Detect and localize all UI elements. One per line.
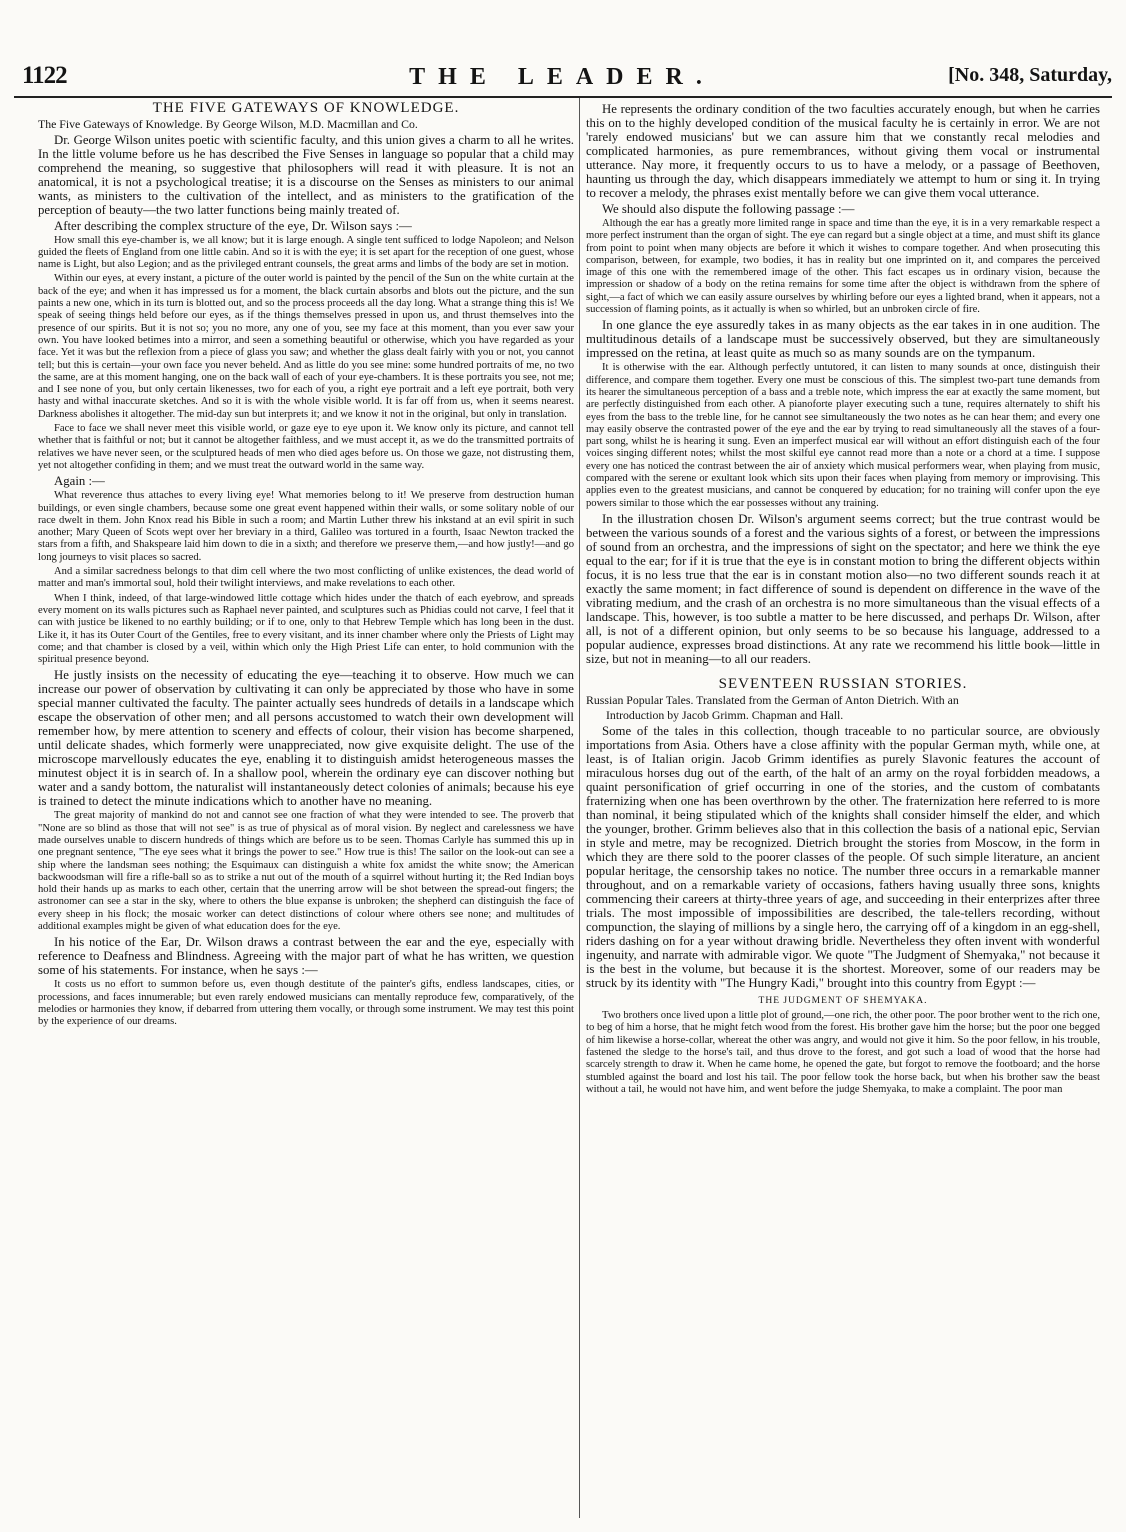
left-column [38,102,574,1518]
paragraph: He represents the ordinary condition of the two faculties accurately enough, but when he carries this on to the highly developed condition of the musical faculty he is certainly in error. We are not 'rarely endowed musicians' but we can assure him that we constantly recal melodies and complicated harmonies, as pure remembrances, without giving them vocal or instrumental utterance. Nay more, it frequently occurs to us to have a melody, or a passage of Beethoven, haunting us through the day, which disappears immediately we attempt to hum or sing it. In trying to recover a melody, the phrases exist mentally before we can give them vocal utterance. [586,102,1100,200]
article-bibliography: The Five Gateways of Knowledge. By George Wilson, M.D. Macmillan and Co. [38,116,418,131]
article-bibliography: Introduction by Jacob Grimm. Chapman and Hall. [606,707,844,722]
quote: And a similar sacredness belongs to that dim cell where the two most conflicting of unlike existences, the dead world of matter and man's immortal soul, hold their twilight interviews, and make revelations to each other. [38,566,574,590]
quote: Although the ear has a greatly more limited range in space and time than the eye, it is in a very remarkable respect a more perfect instrument than the organ of sight. The eye can regard but a single object at a time, and must shift its glance from point to point when many objects are before it which it wishes to compare together. And when prosecuting this comparison, between, for example, two bodies, it has in reality but one imprinted on it, and compares the perceived image of this one with the remembered image of the other. This fact escapes us in ordinary vision, because the impression or shadow of a body on the retina remains for some time after the object is withdrawn from the sphere of sight,—a fact of which we can easily assure ourselves by whirling before our eyes a lighted brand, when it appears, not a succession of flaming points, as it actually is when so whirled, but an unbroken circle of fire. [586,218,1100,316]
paragraph: Again :— [54,474,105,489]
quote: The great majority of mankind do not and cannot see one fraction of what they were intended to see. The proverb that "None are so blind as those that will not see" is as true of physical as of moral vision. By neglect and carelessness we have made ourselves unable to discern hundreds of things which are before us to be seen. Thomas Carlyle has summed this up in one pregnant sentence, "The eye sees what it brings the power to see." How true is this! The sailor on the look-out can see a ship where the landsman sees nothing; the Esquimaux can distinguish a white fox amidst the white snow; the American backwoodsman will fire a rifle-ball so as to strike a nut out of the mouth of a squirrel without hurting it; the Red Indian boys hold their hands up as marks to each other, certain that the unerring arrow will be shot between the spread-out fingers; the astronomer can see a star in the sky, where to others the blue expanse is unbroken; the shepherd can distinguish the face of every sheep in his flock; the mosaic worker can detect distinctions of colour where others see none; and multitudes of additional examples might be given of what education does for the eye. [38,810,574,933]
masthead: THE LEADER. [409,64,715,90]
quote: When I think, indeed, of that large-windowed little cottage which hides under the thatch of each eyebrow, and spreads every moment on its walls pictures such as Raphael never painted, and sculptures such as Phidias could not carve, I feel that it can with justice be likened to no earthly building; or if to one, only to that Hebrew Temple which has long been in the dust. Like it, it has its Outer Court of the Gentiles, free to every visitant, and its inner chamber where only the Priests of Light may come; and that chamber is closed by a veil, within which only the High Priest Life can enter, to hold communion with the spiritual presence beyond. [38,592,574,666]
right-column [586,102,1100,1518]
header-rule [14,96,1112,98]
page-number: 1122 [22,62,67,89]
paragraph: Dr. George Wilson unites poetic with scientific faculty, and this union gives a charm to all he writes. In the little volume before us he has described the Five Senses in language so popular that a child may comprehend the meaning, so suggestive that philosophers will read it with pleasure. It is not an anatomical, it is not a psychological treatise; it is a discourse on the Senses as ministers to our animal wants, as ministers to the cultivation of the intellect, and as ministers to the gratification of the perception of beauty—the two latter functions being mainly treated of. [38,132,574,217]
paragraph: Some of the tales in this collection, though traceable to no particular source, are obviously importations from Asia. Others have a close affinity with the popular German myth, while one, at least, is of Italian origin. Jacob Grimm identifies as purely Slavonic features the account of miraculous horses dug out of the earth, of the halt of an army on the royal forbidden meadows, a quaint personification of grief occurring in one of the stories, and the custom of combatants fraternizing when one has been overthrown by the other. The fraternization here referred to is more than nominal, it being stipulated which of the knights shall consider himself the elder, and which the younger, brother. Grimm believes also that in this collection the basis of a national epic, Servian in style and metre, may be recognized. Dietrich brought the stories from Moscow, in the form in which they are there sold to the poorer classes of the people. Of such simple literature, an ancient popular heritage, the censorship takes no notice. The number three occurs in a remarkable manner throughout, and on a remarkable variety of occasions, fathers having usually three sons, knights commencing their careers at thirty-three years of age, and succeeding in their enterprizes after three trials. The most impossible of impossibilities are described, the tale-tellers recording, without compunction, the slaying of millions by a single hero, the carrying off of a kingdom in an egg-shell, riders dashing on for a year without drawing bridle. Nevertheless they often invent with wonderful ingenuity, and narrate with admirable vigor. We quote "The Judgment of Shemyaka," not because it is the best in the volume, but because it is the shortest. Moreover, some of our readers may be struck by its identity with "The Hungry Kadi," brought into this country from Egypt :— [586,723,1100,990]
quote: Face to face we shall never meet this visible world, or gaze eye to eye upon it. We know only its picture, and cannot tell whether that is faithful or not; but it cannot be altogether faithless, and we must accept it, as we do the transmitted portraits of relatives we have never seen, or the sculptured heads of men who died ages before us. On those we gaze, not distrusting them, yet not altogether confiding in them; and we must treat the outward world in the same way. [38,423,574,471]
quote: What reverence thus attaches to every living eye! What memories belong to it! We preserve from destruction human buildings, or even single chambers, because some one great event happened within their walls, or some solitary noble of our race dwelt in them. John Knox read his Bible in such a room; and Martin Luther threw his inkstand at an evil spirit in such another; Mary Queen of Scots wept over her breviary in a third, Galileo was tortured in a fourth, Isaac Newton tracked the stars from a fifth, and Shakspeare laid him down to die in a sixth; and therefore we preserve them,—and how justly!—and go long journeys to visit places so sacred. [38,490,574,563]
subheading: THE JUDGMENT OF SHEMYAKA. [758,995,928,1006]
quote: It costs us no effort to summon before us, even though destitute of the painter's gifts, endless landscapes, cities, or processions, and faces innumerable; but even rarely endowed musicians can mentally reproduce few, comparatively, of the melodies or harmonies they know, if debarred from uttering them vocally, or through some instrument. We may test this point by the experience of our dreams. [38,979,574,1028]
quote: Within our eyes, at every instant, a picture of the outer world is painted by the pencil of the Sun on the white curtain at the back of the eye; and when it has impressed us for a moment, the black curtain absorbs and blots out the picture, and the sun paints a new one, which in its turn is blotted out, and so the process proceeds all the day long. What a strange thing this is! We speak of seeing things held before our eyes, as if the things themselves pressed in upon us, and thrust themselves into the presence of our spirits. But it is not so; you no more, any one of you, see my face at this moment, than you ever saw your own. You have looked betimes into a mirror, and seen a something beautiful or otherwise, which you have regarded as your face. Yet it was but the reflexion from a piece of glass you saw; and whether the glass dealt fairly with you or not, you cannot tell; but this is certain—your own face you never beheld. And as little do you see mine: some hundred portraits of me, no two the same, are at this moment hanging, one on the back wall of each of your eye-chambers. It is these portraits you see, not me; and I see none of you, but only certain likenesses, two for each of you, a right eye portrait and a left eye portrait, both very hasty and withal inaccurate sketches. And so it is with the whole visible world. It is far off from us, when it seems nearest. Darkness abolishes it altogether. The mid-day sun but interprets it; and we know it not in the original, but only in translation. [38,273,574,420]
paragraph: We should also dispute the following passage :— [602,202,855,216]
quote: It is otherwise with the ear. Although perfectly untutored, it can listen to many sounds at once, distinguish their difference, and compare them together. Every one must be conscious of this. The simplest two-part tune demands from its hearer the simultaneous perception of a bass and a treble note, which impress the ear at exactly the same moment, but are perfectly distinguished from each other. A pianoforte player executing such a tune, requires alternately to shift his eyes from the bass to the treble line, for he cannot see simultaneously the two notes as he can hear them; and every one may easily observe the contrasted power of the eye and the ear by trying to read simultaneously all the staves of a four-part song, whilst he is hearing it sung. Even an imperfect musical ear will without an effort distinguish each of the four voices singing different notes; whilst the most skilful eye cannot read more than a note or a chord at a time. I suppose every one has noticed the contrast between the air of anxiety which musical performers wear, when playing from music, compared with the serene or exultant look which sits upon their faces when playing from memory or improvising. This applies even to the greatest musicians, and cannot be conquered by education; for no training will confer upon the eye powers similar to those which the ear possesses without any training. [586,362,1100,509]
issue-label: [No. 348, Saturday, [948,64,1112,86]
article-heading: SEVENTEEN RUSSIAN STORIES. [718,675,968,692]
column-divider [579,98,580,1518]
quote: How small this eye-chamber is, we all know; but it is large enough. A single tent sufficed to lodge Napoleon; and Nelson guided the fleets of England from one little cabin. And so it is with the eye; it is set apart for the reception of one guest, whose name is Light, but also Legion; and as the privileged entrant counsels, the great arms and limbs of the body are set in motion. [38,234,574,271]
paragraph: After describing the complex structure of the eye, Dr. Wilson says :— [54,218,412,233]
article-bibliography: Russian Popular Tales. Translated from the German of Anton Dietrich. With an [586,692,959,707]
page-header [12,62,1112,96]
paragraph: In the illustration chosen Dr. Wilson's argument seems correct; but the true contrast would be between the various sounds of a forest and the various sights of a forest, or between the impressions of sound from an orchestra, and the impressions of sight on the spectator; and here we think the eye equal to the ear; for if it is true that the eye is in constant motion to bring the different objects within focus, it is no less true that the ear is in constant motion also—no two different sounds reach it at exactly the same moment; in fact difference of sound is dependent on difference in the wave of the vibrating medium, and the crash of an orchestra is no more simultaneous than the visual effects of a landscape. This, however, is too subtle a matter to be here discussed, and perhaps Dr. Wilson, after all, is not of a different opinion, but only seems to be so because his language, addressed to a popular audience, expresses broad distinctions. At any rate we recommend his little book—little in size, but not in meaning—to all our readers. [586,511,1100,666]
paragraph: In his notice of the Ear, Dr. Wilson draws a contrast between the ear and the eye, especially with reference to Deafness and Blindness. Agreeing with the major part of what he has written, we question some of his statements. For instance, when he says :— [38,935,574,978]
article-heading: THE FIVE GATEWAYS OF KNOWLEDGE. [152,102,460,116]
paragraph: In one glance the eye assuredly takes in as many objects as the ear takes in in one audition. The multitudinous details of a landscape must be successively observed, but they are simultaneously impressed on the retina, at least quite as much so as many sounds are on the tympanum. [586,318,1100,361]
paragraph: He justly insists on the necessity of educating the eye—teaching it to observe. How much we can increase our power of observation by cultivating it can only be appreciated by those who have in some special manner cultivated the faculty. The painter actually sees hundreds of details in a landscape which escape the observation of other men; and all persons accustomed to watch their own development will remember how, by mere attention to scenery and effects of colour, their vision has become sharpened, until delicate shades, which formerly were unappreciated, now give exquisite delight. The use of the microscope marvellously educates the eye, enabling it to distinguish amidst heterogeneous masses the minutest object it is in search of. In a shallow pool, wherein the ordinary eye can discover nothing but water and a sandy bottom, the naturalist will instantaneously detect colonies of animals; because his eye is trained to detect the minute indications which to another have no meaning. [38,668,574,809]
quote: Two brothers once lived upon a little plot of ground,—one rich, the other poor. The poor brother went to the rich one, to beg of him a horse, that he might fetch wood from the forest. His brother gave him the horse; but the poor one begged of him likewise a horse-collar, whereat the other was angry, and would not give it him. So the poor fellow, in his trouble, fastened the sledge to the horse's tail, and thus drove to the forest, and got such a load of wood that the horse had scarcely strength to draw it. When he came home, he opened the gate, but forgot to remove the footboard; and the horse stumbled against the board and lost his tail. The poor fellow took the horse back, but when his brother saw the beast without a tail, he would not have him, and went before the judge Shemyaka, to make a complaint. The poor man [586,1010,1100,1095]
